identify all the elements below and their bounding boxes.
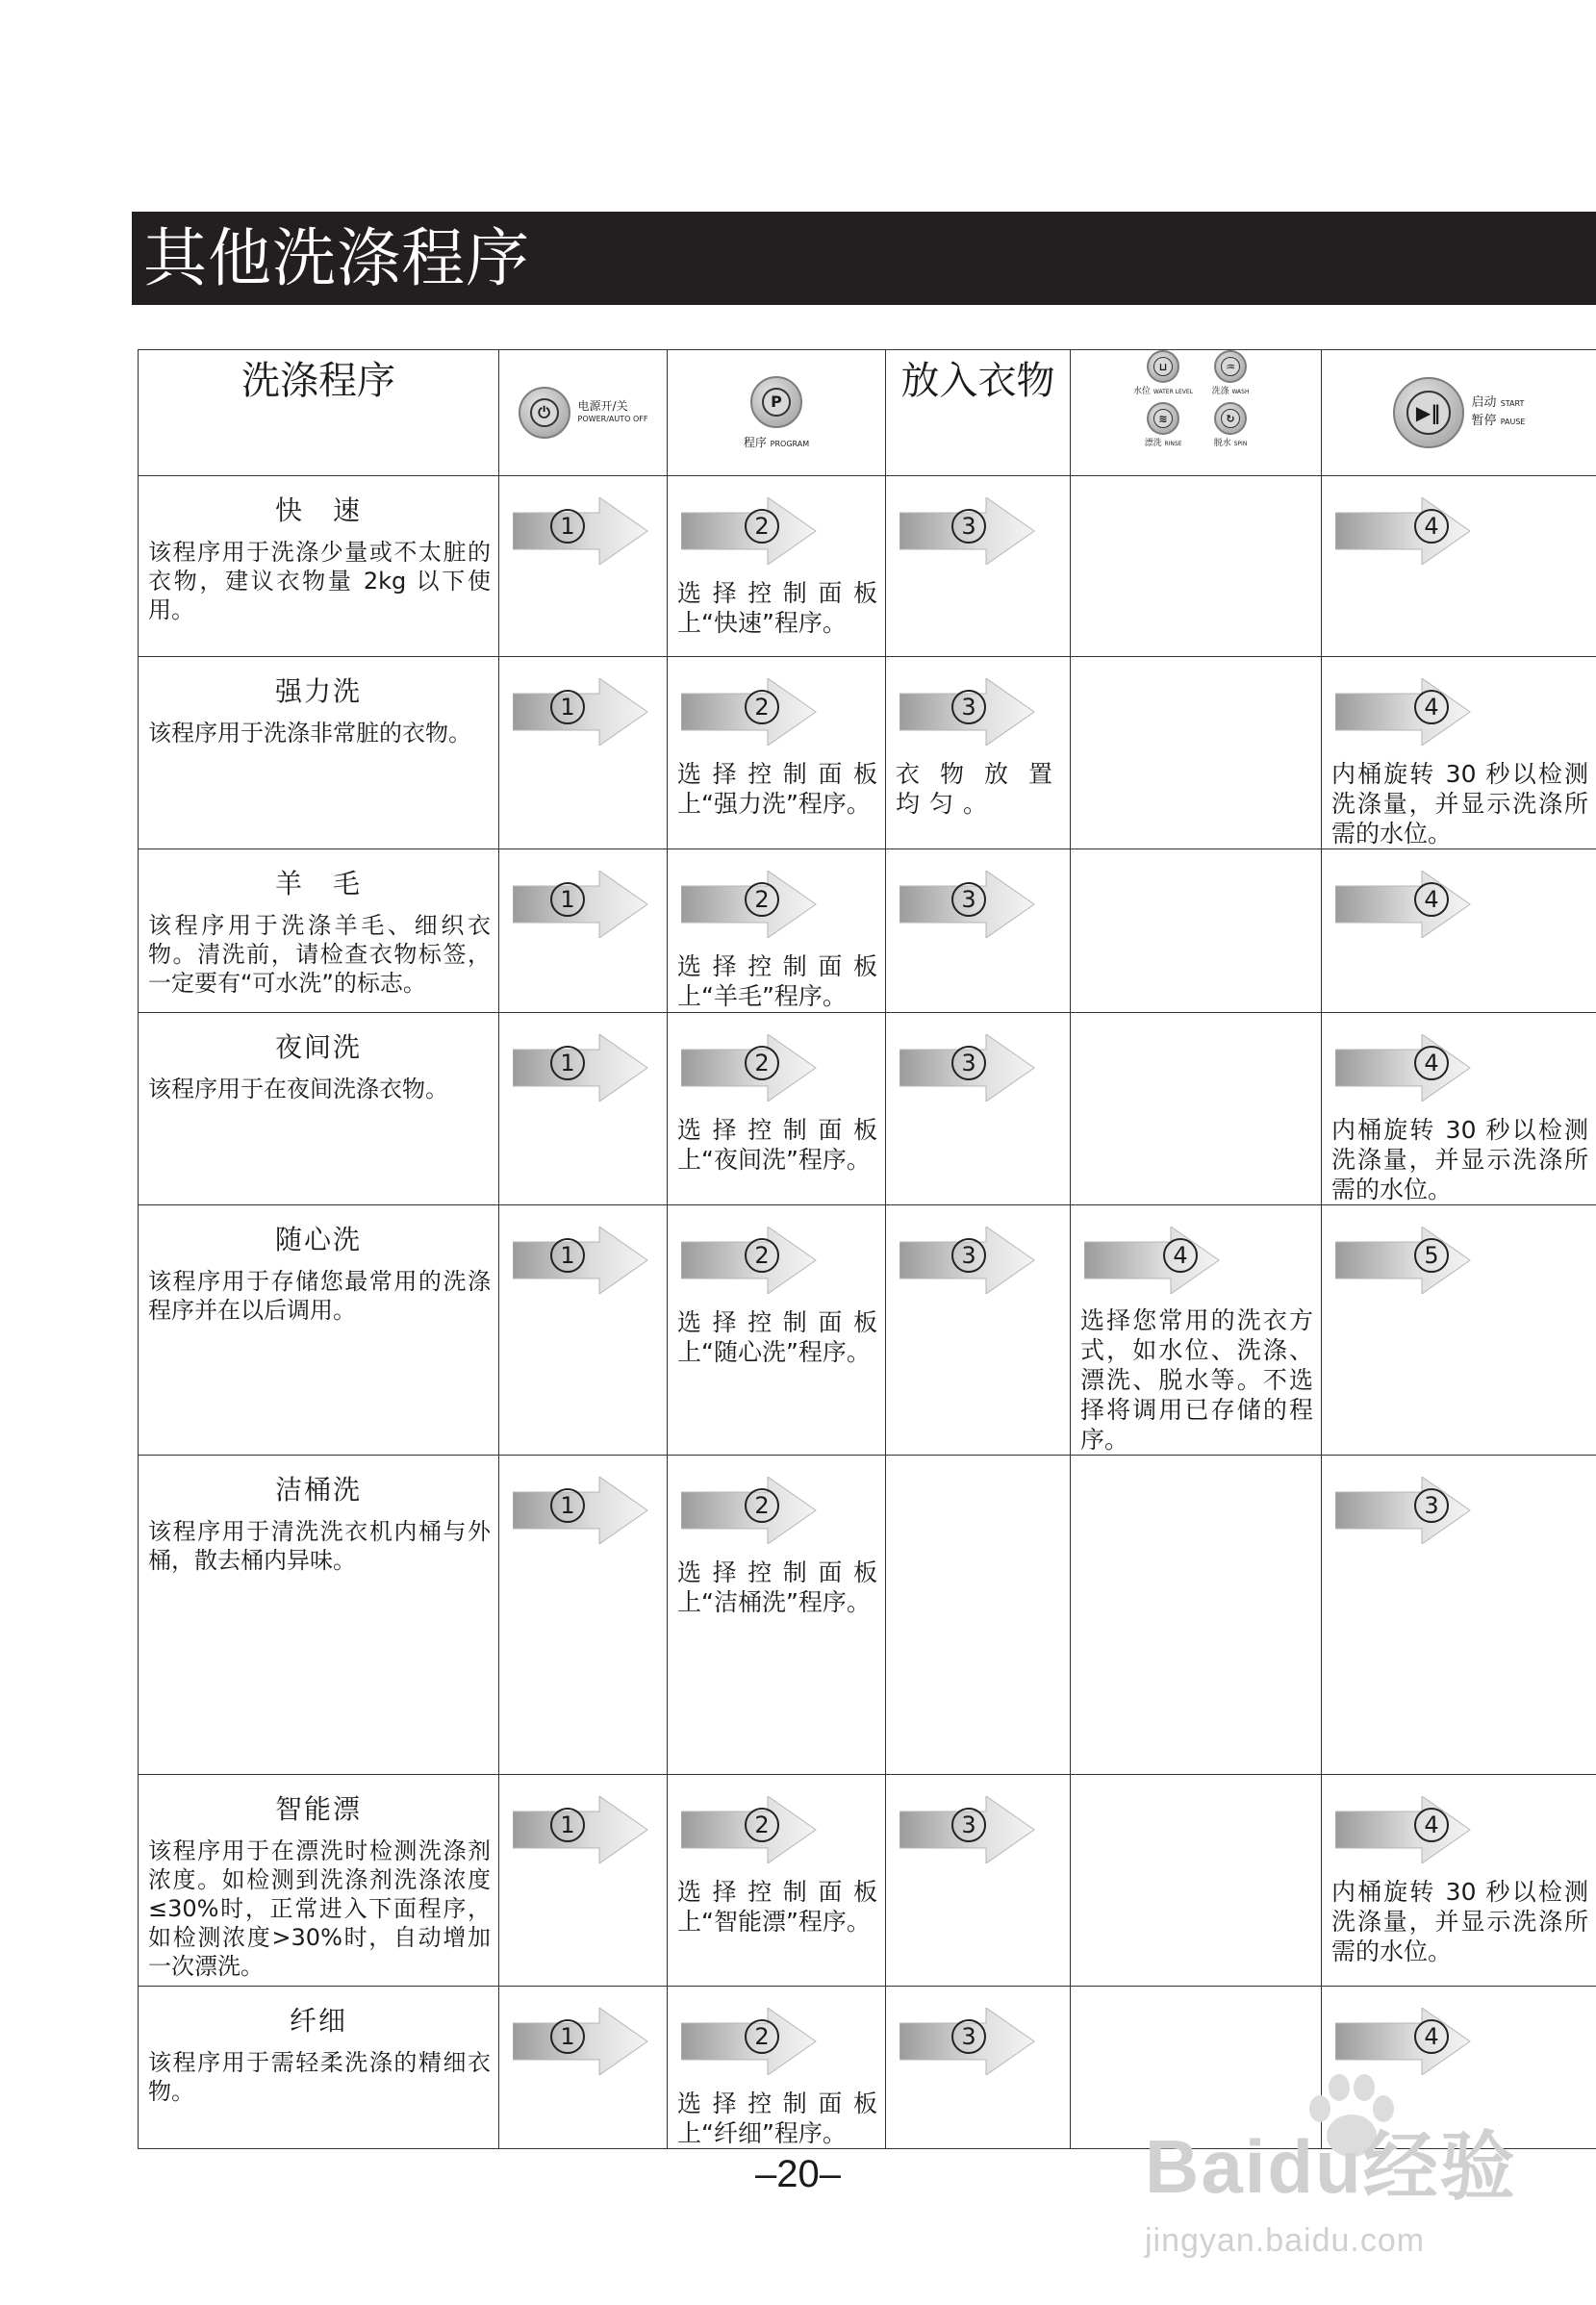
start-note: 内桶旋转 30 秒以检测洗涤量，并显示洗涤所需的水位。 xyxy=(1331,760,1588,848)
start-step-number: 4 xyxy=(1414,1808,1449,1842)
power-step-number: 1 xyxy=(550,1046,585,1080)
table-row xyxy=(139,657,1596,849)
header-start-cell xyxy=(1322,350,1596,476)
program-note: 选择控制面板上“强力洗”程序。 xyxy=(677,760,877,818)
watermark-sub: jingyan.baidu.com xyxy=(1145,2222,1426,2259)
arrow-icon xyxy=(513,497,657,565)
program-cell xyxy=(139,1456,499,1775)
program-step-arrow xyxy=(668,2008,885,2087)
wash-button-icon: ♒ xyxy=(1214,350,1247,383)
program-description: 该程序用于存储您最常用的洗涤程序并在以后调用。 xyxy=(148,1268,491,1324)
page-number: –20– xyxy=(755,2153,841,2195)
program-note: 选择控制面板上“羊毛”程序。 xyxy=(677,952,877,1010)
arrow-icon xyxy=(513,2008,657,2075)
header-load-cell xyxy=(886,350,1071,476)
power-step-arrow xyxy=(499,1796,667,1875)
power-step-number: 1 xyxy=(550,1808,585,1842)
program-step-number: 2 xyxy=(745,1488,779,1523)
arrow-icon xyxy=(1084,1227,1229,1294)
start-label: 启动 xyxy=(1471,395,1497,410)
program-name: 随心洗 xyxy=(274,1224,362,1255)
program-cell xyxy=(139,1205,499,1456)
page-title: 其他洗涤程序 xyxy=(132,212,1596,305)
table-row xyxy=(139,476,1596,657)
load-note: 衣物放置均匀。 xyxy=(896,760,1062,818)
power-step-number: 1 xyxy=(550,2019,585,2054)
program-name: 纤细 xyxy=(289,2005,347,2037)
program-step-arrow xyxy=(668,871,885,950)
wash-label: 洗涤 xyxy=(1211,387,1229,396)
start-step-arrow xyxy=(1322,1477,1596,1556)
rinse-label: 漂洗 xyxy=(1144,439,1162,448)
start-en: START xyxy=(1500,399,1525,408)
program-step-arrow xyxy=(668,678,885,757)
options-step-cell xyxy=(1071,1013,1322,1205)
arrow-icon xyxy=(1335,1796,1480,1863)
program-label-en: PROGRAM xyxy=(770,439,810,448)
program-note: 选择控制面板上“纤细”程序。 xyxy=(677,2090,877,2147)
arrow-icon xyxy=(513,1034,657,1102)
program-description: 该程序用于在夜间洗涤衣物。 xyxy=(148,1076,448,1102)
start-step-cell xyxy=(1322,657,1596,849)
load-step-cell xyxy=(886,476,1071,657)
watermark-main: Baidu经验 xyxy=(1145,2124,1517,2209)
header-options-cell xyxy=(1071,350,1322,476)
start-pause-button-icon: ▶‖ xyxy=(1393,377,1464,448)
options-step-cell xyxy=(1071,1456,1322,1775)
program-step-cell xyxy=(668,1205,886,1456)
program-step-number: 2 xyxy=(745,1238,779,1273)
load-step-cell xyxy=(886,849,1071,1013)
start-note: 内桶旋转 30 秒以检测洗涤量，并显示洗涤所需的水位。 xyxy=(1331,1116,1588,1203)
wash-en: WASH xyxy=(1231,389,1250,395)
program-note: 选择控制面板上“随心洗”程序。 xyxy=(677,1308,877,1366)
water-level-label: 水位 xyxy=(1133,387,1152,396)
load-step-arrow xyxy=(886,2008,1070,2087)
load-step-cell xyxy=(886,657,1071,849)
pause-label: 暂停 xyxy=(1471,414,1497,428)
load-step-number: 3 xyxy=(951,690,986,724)
start-step-number: 4 xyxy=(1414,882,1449,917)
options-step-cell xyxy=(1071,476,1322,657)
spin-button-icon: ↻ xyxy=(1214,402,1247,435)
power-step-number: 1 xyxy=(550,690,585,724)
program-button-icon: P xyxy=(750,376,802,428)
rinse-button-icon: ≋ xyxy=(1147,402,1179,435)
table-row xyxy=(139,1013,1596,1205)
arrow-icon xyxy=(1335,2008,1480,2075)
program-cell xyxy=(139,657,499,849)
program-step-arrow xyxy=(668,1477,885,1556)
options-step-cell xyxy=(1071,657,1322,849)
power-step-arrow xyxy=(499,871,667,950)
program-cell xyxy=(139,849,499,1013)
power-step-cell xyxy=(499,1013,668,1205)
arrow-icon xyxy=(1335,678,1480,746)
power-step-cell xyxy=(499,476,668,657)
program-step-arrow xyxy=(668,1796,885,1875)
power-button-icon: ⏻ xyxy=(519,387,570,439)
options-step-cell xyxy=(1071,849,1322,1013)
load-step-arrow xyxy=(886,1034,1070,1113)
load-step-arrow xyxy=(886,497,1070,576)
start-step-cell xyxy=(1322,1456,1596,1775)
program-note: 选择控制面板上“快速”程序。 xyxy=(677,579,877,637)
load-step-cell xyxy=(886,1987,1071,2149)
power-step-number: 1 xyxy=(550,1488,585,1523)
load-step-cell xyxy=(886,1013,1071,1205)
power-step-cell xyxy=(499,657,668,849)
load-step-number: 3 xyxy=(951,1046,986,1080)
start-step-number: 5 xyxy=(1414,1238,1449,1273)
header-load-label: 放入衣物 xyxy=(900,359,1055,403)
program-name: 快 速 xyxy=(274,494,362,526)
program-step-cell xyxy=(668,1456,886,1775)
program-step-number: 2 xyxy=(745,1046,779,1080)
power-step-cell xyxy=(499,1456,668,1775)
power-label-en: POWER/AUTO OFF xyxy=(577,415,648,423)
program-name: 智能漂 xyxy=(274,1793,362,1825)
program-cell xyxy=(139,1013,499,1205)
water-level-button-icon: ⊔ xyxy=(1147,350,1179,383)
program-name: 夜间洗 xyxy=(274,1031,362,1063)
start-step-arrow xyxy=(1322,497,1596,576)
program-step-cell xyxy=(668,1013,886,1205)
program-cell xyxy=(139,1987,499,2149)
program-label: 程序 xyxy=(743,435,767,449)
load-step-arrow xyxy=(886,1796,1070,1875)
table-row xyxy=(139,1775,1596,1987)
options-step-arrow xyxy=(1071,1227,1321,1305)
program-description: 该程序用于洗涤羊毛、细织衣物。清洗前，请检查衣物标签，一定要有“可水洗”的标志。 xyxy=(148,912,491,997)
start-note: 内桶旋转 30 秒以检测洗涤量，并显示洗涤所需的水位。 xyxy=(1331,1878,1588,1965)
arrow-icon xyxy=(1335,1034,1480,1102)
load-step-cell xyxy=(886,1456,1071,1775)
arrow-icon xyxy=(513,678,657,746)
pause-en: PAUSE xyxy=(1500,418,1526,426)
program-step-number: 2 xyxy=(745,2019,779,2054)
arrow-icon xyxy=(513,1227,657,1294)
power-step-arrow xyxy=(499,1477,667,1556)
program-step-cell xyxy=(668,849,886,1013)
program-step-cell xyxy=(668,476,886,657)
program-description: 该程序用于洗涤非常脏的衣物。 xyxy=(148,720,471,747)
program-step-cell xyxy=(668,1987,886,2149)
options-step-cell xyxy=(1071,1205,1322,1456)
program-step-number: 2 xyxy=(745,1808,779,1842)
options-step-number: 4 xyxy=(1163,1238,1198,1273)
load-step-number: 3 xyxy=(951,882,986,917)
header-program-button-cell xyxy=(668,350,886,476)
start-step-cell xyxy=(1322,1205,1596,1456)
start-step-cell xyxy=(1322,476,1596,657)
load-step-arrow xyxy=(886,871,1070,950)
power-step-cell xyxy=(499,1987,668,2149)
load-step-number: 3 xyxy=(951,509,986,544)
options-step-cell xyxy=(1071,1775,1322,1987)
power-step-arrow xyxy=(499,497,667,576)
program-step-arrow xyxy=(668,1227,885,1305)
program-step-arrow xyxy=(668,1034,885,1113)
program-name: 羊 毛 xyxy=(274,868,362,899)
program-note: 选择控制面板上“智能漂”程序。 xyxy=(677,1878,877,1936)
program-step-cell xyxy=(668,1775,886,1987)
power-label: 电源开/关 xyxy=(577,399,628,413)
load-step-number: 3 xyxy=(951,1808,986,1842)
power-step-number: 1 xyxy=(550,509,585,544)
program-note: 选择控制面板上“夜间洗”程序。 xyxy=(677,1116,877,1174)
program-name: 洁桶洗 xyxy=(274,1474,362,1506)
table-row xyxy=(139,1205,1596,1456)
load-step-number: 3 xyxy=(951,2019,986,2054)
start-step-number: 4 xyxy=(1414,509,1449,544)
start-step-number: 4 xyxy=(1414,690,1449,724)
spin-en: SPIN xyxy=(1233,441,1248,447)
load-step-cell xyxy=(886,1775,1071,1987)
start-step-cell xyxy=(1322,849,1596,1013)
load-step-arrow xyxy=(886,1227,1070,1305)
power-step-cell xyxy=(499,849,668,1013)
power-step-arrow xyxy=(499,1034,667,1113)
arrow-icon xyxy=(1335,1227,1480,1294)
load-step-arrow xyxy=(886,678,1070,757)
program-note: 选择控制面板上“洁桶洗”程序。 xyxy=(677,1558,877,1616)
water-level-en: WATER LEVEL xyxy=(1153,389,1194,395)
power-step-arrow xyxy=(499,1227,667,1305)
start-step-arrow xyxy=(1322,1034,1596,1113)
header-power-cell xyxy=(499,350,668,476)
table-row xyxy=(139,1456,1596,1775)
load-step-cell xyxy=(886,1205,1071,1456)
power-step-number: 1 xyxy=(550,882,585,917)
start-step-arrow xyxy=(1322,678,1596,757)
power-step-number: 1 xyxy=(550,1238,585,1273)
arrow-icon xyxy=(513,1796,657,1863)
header-program-cell xyxy=(139,350,499,476)
program-cell xyxy=(139,1775,499,1987)
spin-label: 脱水 xyxy=(1213,439,1231,448)
program-step-number: 2 xyxy=(745,882,779,917)
watermark xyxy=(1135,2068,1558,2299)
arrow-icon xyxy=(513,871,657,938)
program-step-cell xyxy=(668,657,886,849)
program-cell xyxy=(139,476,499,657)
header-program-label: 洗涤程序 xyxy=(241,359,395,403)
program-step-number: 2 xyxy=(745,509,779,544)
start-step-arrow xyxy=(1322,1227,1596,1305)
table-header-row xyxy=(139,350,1596,476)
start-step-cell xyxy=(1322,1013,1596,1205)
start-step-arrow xyxy=(1322,871,1596,950)
start-step-arrow xyxy=(1322,1796,1596,1875)
power-step-cell xyxy=(499,1775,668,1987)
power-step-arrow xyxy=(499,678,667,757)
program-description: 该程序用于清洗洗衣机内桶与外桶，散去桶内异味。 xyxy=(148,1518,491,1574)
start-step-number: 3 xyxy=(1414,1488,1449,1523)
start-step-number: 4 xyxy=(1414,1046,1449,1080)
load-step-number: 3 xyxy=(951,1238,986,1273)
program-description: 该程序用于在漂洗时检测洗涤剂浓度。如检测到洗涤剂洗涤浓度≤30%时，正常进入下面程序，如检测浓度>30%时，自动增加一次漂洗。 xyxy=(148,1837,491,1980)
program-step-number: 2 xyxy=(745,690,779,724)
table-row xyxy=(139,849,1596,1013)
arrow-icon xyxy=(1335,871,1480,938)
start-step-cell xyxy=(1322,1775,1596,1987)
arrow-icon xyxy=(1335,1477,1480,1544)
program-description: 该程序用于洗涤少量或不太脏的衣物，建议衣物量 2kg 以下使用。 xyxy=(148,539,491,623)
start-step-number: 4 xyxy=(1414,2019,1449,2054)
program-table xyxy=(138,349,1596,2149)
power-step-arrow xyxy=(499,2008,667,2087)
power-step-cell xyxy=(499,1205,668,1456)
arrow-icon xyxy=(513,1477,657,1544)
program-step-arrow xyxy=(668,497,885,576)
program-name: 强力洗 xyxy=(274,675,362,707)
arrow-icon xyxy=(1335,497,1480,565)
program-description: 该程序用于需轻柔洗涤的精细衣物。 xyxy=(148,2049,491,2105)
options-note: 选择您常用的洗衣方式，如水位、洗涤、漂洗、脱水等。不选择将调用已存储的程序。 xyxy=(1080,1306,1313,1454)
rinse-en: RINSE xyxy=(1164,441,1182,447)
